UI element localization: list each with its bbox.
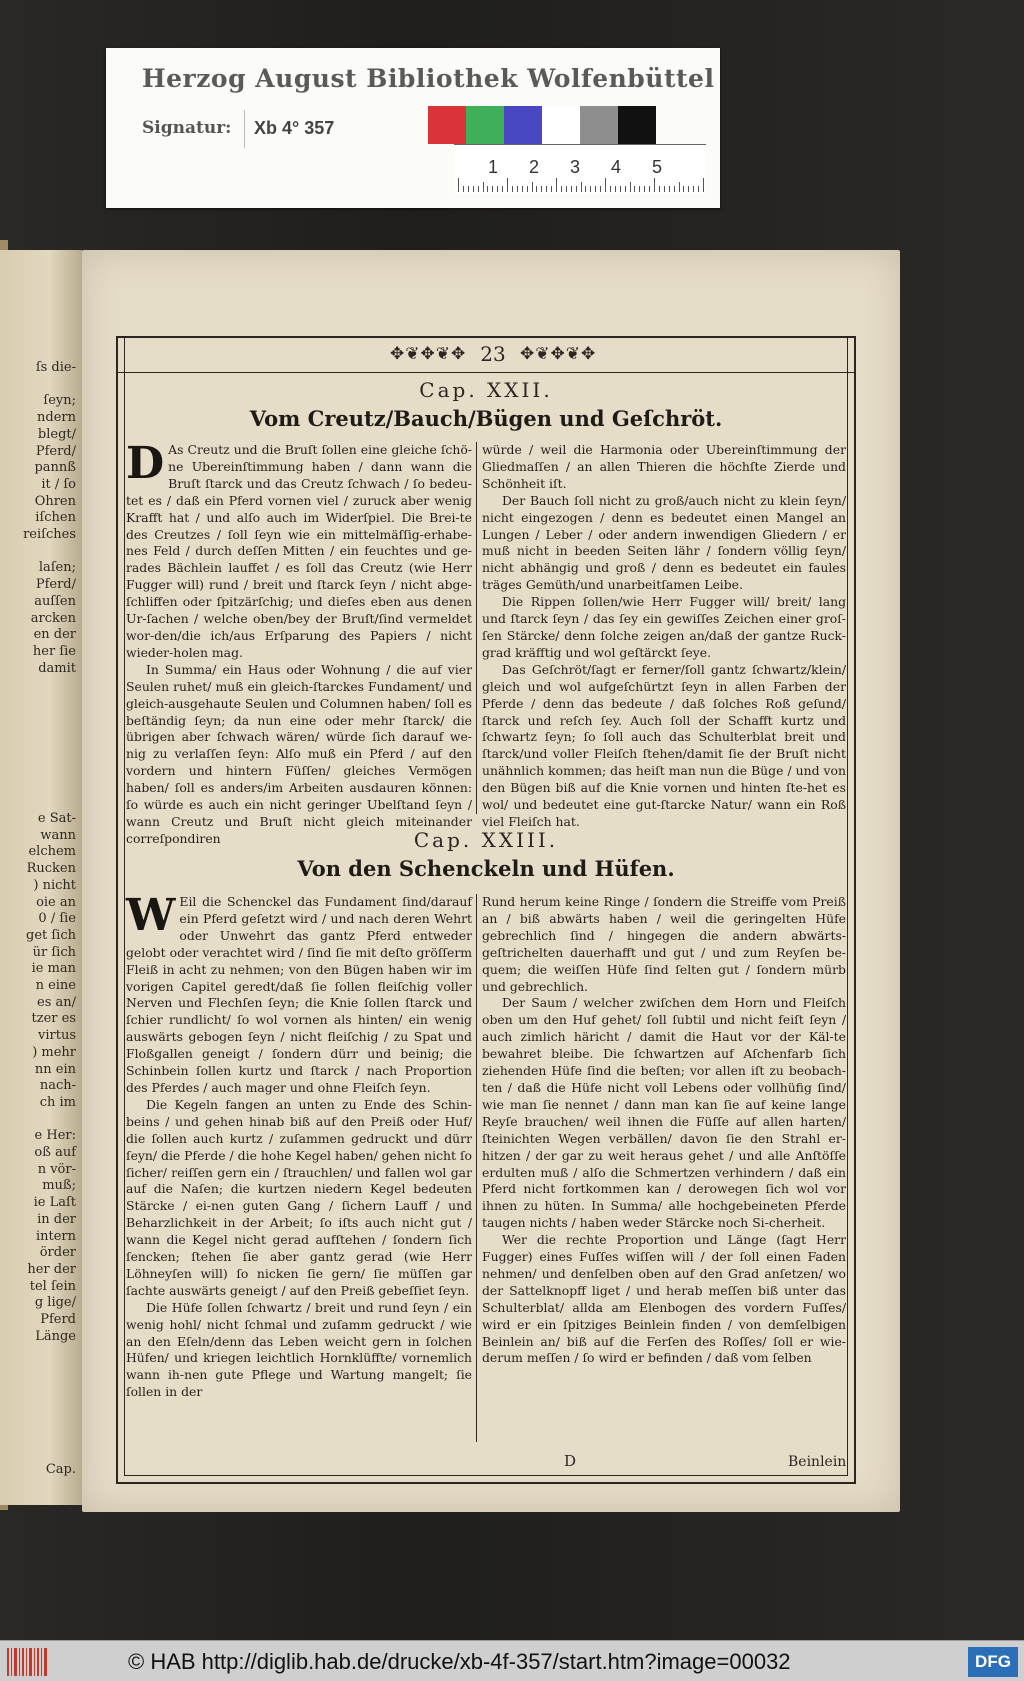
left-page-line: örder bbox=[39, 1245, 76, 1261]
left-page-line: ie Laſt bbox=[33, 1195, 76, 1211]
left-page-line bbox=[0, 677, 76, 694]
left-page-line: 0 / ſie bbox=[38, 911, 76, 927]
left-page-line bbox=[0, 694, 76, 711]
left-page-line: laſen; bbox=[38, 560, 76, 576]
left-page-line bbox=[0, 711, 76, 728]
color-swatch bbox=[504, 106, 542, 144]
chapter-22-left-para-2: In Summa/ ein Haus oder Wohnung / die auf vier Seulen ruhet/ muß ein gleich-ſtarckes Fundament/ und gleich-ausgehaute Seulen und Columnen haben/ ſoll es beſtändig ſeyn; da nun eine oder mehr ſtarck/ die übrigen aber ſchwach wären/ würde ſich darauf we-nig zu verlaſſen ſeyn: Alſo muß ein Pferd / auf den vordern und hintern Füſſen/ gleiches Vermögen haben/ ſoll es anders/im Arbeiten ausdauren können: ſo würde es auch ein nicht geringer Ubelſtand ſeyn / wann Creutz und Bruſt nicht gleich miteinander correſpondiren bbox=[126, 661, 472, 846]
left-page-line bbox=[0, 778, 76, 795]
left-page-line: n vör- bbox=[37, 1161, 76, 1177]
drop-cap: W bbox=[126, 890, 176, 941]
ruler-number: 3 bbox=[570, 157, 581, 177]
left-page-line: Pferd bbox=[40, 1312, 76, 1328]
left-page-line: arcken bbox=[30, 610, 76, 626]
left-page-line: intern bbox=[35, 1228, 76, 1244]
chapter-22-right-column bbox=[482, 442, 846, 829]
chapter-22-right-para-1: würde / weil die Harmonia oder Ubereinſtimmung der Gliedmaſſen / an allen Thieren die höchſte Zierde und Schönheit iſt. bbox=[482, 442, 846, 491]
ruler-number: 2 bbox=[529, 157, 540, 177]
left-page-line: ) mehr bbox=[32, 1044, 76, 1060]
left-page-line bbox=[0, 1412, 76, 1429]
ruler-number: 4 bbox=[611, 157, 622, 177]
catchword: Beinlein bbox=[788, 1454, 847, 1470]
page-number: 23 bbox=[480, 342, 506, 366]
left-page-line: pannß bbox=[34, 460, 76, 476]
book-page bbox=[82, 250, 900, 1512]
left-page-line: n eine bbox=[35, 978, 76, 994]
left-page-line: ) nicht bbox=[33, 877, 76, 893]
color-swatch bbox=[466, 106, 504, 144]
left-page-line bbox=[0, 744, 76, 761]
left-page-line: e Her: bbox=[34, 1128, 76, 1144]
left-page-line: auſſen bbox=[34, 593, 76, 609]
left-page-line: tzer es bbox=[31, 1011, 76, 1027]
chapter-23-title: Von den Schenckeln und Hüfen. bbox=[297, 856, 675, 881]
left-page-line: Ohren bbox=[34, 493, 76, 509]
chapter-22-left-column bbox=[126, 438, 472, 846]
left-page-line bbox=[0, 1429, 76, 1446]
left-page-line: get ſich bbox=[26, 927, 76, 943]
left-page-line: ſs die- bbox=[35, 360, 76, 375]
left-page-text bbox=[0, 360, 76, 1479]
left-page-line: Pferd/ bbox=[35, 577, 76, 593]
left-page-line: damit bbox=[38, 660, 76, 676]
left-page-line: wann bbox=[40, 827, 76, 843]
left-page-line: en der bbox=[33, 627, 76, 643]
signature-value: Xb 4° 357 bbox=[254, 118, 335, 138]
chapter-23-left-para-1: W Eil die Schenckel das Fundament ſind/darauf ein Pferd geſetzt wird / und nach deren Wehrt oder Unwehrt das gantz Pferd entweder gelobt oder verachtet wird / ſind ſie mit deſto gröſſerm Fleiß in acht zu nehmen; von den Bügen haben wir im vorigen Capitel geredt/daß ſie ſollen fleiſchig voller Nerven und Flechſen ſeyn; die Knie ſollen ſtarck und ſchier rundlicht/ ſo wol vornen als hinten/ ein wenig auswärts gebogen ſeyn / nicht fleiſchig / zu Spat und Floßgallen geneigt / ſondern dürr und beinig; die Schinbein ſollen kurtz und ſtarck / nach Proportion des Pferdes / auch mager und ohne Fleiſch ſeyn. bbox=[126, 890, 472, 1095]
footer-bar bbox=[0, 1640, 1024, 1681]
scale-ruler bbox=[454, 144, 706, 194]
left-page-line: virtus bbox=[38, 1028, 76, 1044]
left-page-line: Rucken bbox=[26, 861, 76, 877]
chapter-22-right-para-3: Die Rippen ſollen/wie Herr Fugger will/ breit/ lang und ſtarck ſeyn / das ſey ein gewiſſes Zeichen einer groſ-ſen Stärcke/ denn ſolche zeigen an/daß der gantze Ruck-grad kräfftig und wol geſtärckt ſeye. bbox=[482, 594, 846, 660]
left-page-line: ie man bbox=[31, 961, 76, 977]
left-page-line bbox=[0, 727, 76, 744]
copyright-url[interactable]: © HAB http://diglib.hab.de/drucke/xb-4f-357/start.htm?image=00032 bbox=[128, 1649, 791, 1674]
left-page-line bbox=[0, 794, 76, 811]
chapter-23-right-para-2: Der Saum / welcher zwiſchen dem Horn und Fleiſch oben um den Huf gehet/ ſoll ſubtil und nicht feiſt ſeyn / auch zimlich häricht / damit die Haut vor der Käl-te bewahret bleibe. Die ſchwartzen auf Aſchenfarb ſich ziehenden Hüfe ſind die beſten; vor allen iſt zu beobach-ten / daß die Hüfe nicht voll Lebens oder vollhüfig ſind/ wie man ſie nennet / dann man kan ſie auf keine lange Reyſe brauchen/ weil ihnen die Füſſe auf allen harten/ ſteinichten Wegen verbällen/ davon ſie den Strahl er-hitzen / der gar zu weit heraus gehet / und alle Anſtöſſe erdulten muß / alſo die Schmertzen verhindern / daß ein Pferd nicht fortkommen kan / derowegen ſich wol vor ihnen zu hüten. In Summa/ alle hochgebeineten Pferde taugen nichts / haben weder Stärcke noch Si-cherheit. bbox=[482, 995, 846, 1231]
left-page-line: es an/ bbox=[37, 994, 76, 1010]
left-page-line: Cap. bbox=[45, 1462, 76, 1478]
left-page-line: it / ſo bbox=[41, 476, 76, 492]
chapter-22-right-para-2: Der Bauch ſoll nicht zu groß/auch nicht zu klein ſeyn/ nicht eingezogen / denn es bedeutet einen Mangel an Lungen / Leber / oder andern inwendigen Gliedern / er muß nicht in beeden Seiten lähr / ſondern völlig ſeyn/ nicht abhängig und groß / denn es bedeutet ein faules träges Gemüth/und unarbeitſamen Leibe. bbox=[482, 492, 846, 593]
page-frame bbox=[116, 336, 856, 1484]
left-page-line bbox=[0, 544, 76, 561]
left-page-line: ür ſich bbox=[32, 944, 76, 960]
left-page-line bbox=[0, 761, 76, 778]
left-page-line bbox=[0, 1446, 76, 1463]
dfg-logo: DFG bbox=[968, 1647, 1018, 1677]
left-page-line: muß; bbox=[42, 1178, 76, 1194]
column-divider bbox=[476, 442, 477, 814]
chapter-22-right-para-4: Das Geſchröt/ſagt er ferner/ſoll gantz ſchwartz/klein/ gleich und wol aufgeſchürtzt ſeyn in allen Farben der Pferde / denn das bedeute / daß ſolches Roß geſund/ ſtarck und reſch ſey. Auch ſoll der Schafft kurtz und ſchwartz ſeyn; ſo ſoll auch das Schulterblat breit und ſtarck/und voller Fleiſch ſtehen/damit ſie der Bruſt nicht unähnlich kommen; das heiſt man nun die Büge / und von den Bügen biß auf die Knie vornen und hinten ſte-het es wol/ und bedeutet eine gut-ſtarcke Natur/ wann ein Roß viel Fleiſch hat. bbox=[482, 661, 846, 829]
library-label-card bbox=[106, 48, 720, 208]
left-page-line: oie an bbox=[36, 894, 76, 910]
chapter-23-right-para-3: Wer die rechte Proportion und Länge (ſagt Herr Fugger) eines Fuſſes wiſſen will / der ſoll einen Faden nehmen/ und denſelben oben auf den Grad anſetzen/ wo der Sattelknopff liget / und herab meſſen biß unter das Schulterblat/ allda am Elenbogen des vordern Fuſſes/ wird er ein ſpitziges Beinlein finden / von demſelbigen Beinlein an/ biß auf die Ferſen des Roſſes/ ſoll er wie-derum meſſen / ſo wird er befinden / daß vom ſelben bbox=[482, 1232, 846, 1366]
left-page-line bbox=[0, 1362, 76, 1379]
chapter-22-title: Vom Creutz/Bauch/Bügen und Geſchröt. bbox=[249, 406, 723, 431]
chapter-23-number: Cap. XXIII. bbox=[413, 828, 559, 852]
chapter-22-number: Cap. XXII. bbox=[419, 378, 553, 402]
column-divider bbox=[476, 894, 477, 1442]
chapter-23-right-para-1: Rund herum keine Ringe / ſondern die Streiffe vom Preiß an / biß abwärts haben / weil die geringelten Hüfe gebrechlich ſind / hingegen die andern abwärts-geſtrichelten dauerhafft und gut / und zum Reyſen be-quem; die weiſſen Hüfe ſind ſelten gut / ſondern mürb und gebrechlich. bbox=[482, 894, 846, 994]
signature-mark: D bbox=[564, 1452, 577, 1470]
left-page-line bbox=[0, 1379, 76, 1396]
ruler-number: 1 bbox=[488, 157, 499, 177]
chapter-23-right-column bbox=[482, 894, 846, 1454]
chapter-22-left-para-1: D As Creutz und die Bruſt ſollen eine gleiche ſchö-ne Ubereinſtimmung haben / dann wann die Bruſt ſtarck und das Creutz ſchwach / ſo bedeu-tet es / daß ein Pferd vornen viel / zuruck aber wenig Krafft hat / und alſo auch im Widerſpiel. Die Brei-te des Creutzes / ſoll ſeyn wie ein mittelmäſſig-erhabe-nes Feld / durch deſſen Mitten / ein feuchtes und ge-rades Bächlein lauffet / es ſoll das Creutz (wie Herr Fugger will) rund / breit und ſtarck ſeyn / nicht abge-ſchliffen oder ſpitzärſchig; und dieſes eben aus denen Ur-ſachen / welche oben/bey der Bruſt/ſind vermeldet wor-den/die ich/aus Erſparung des Papiers / nicht wieder-holen mag. bbox=[126, 438, 472, 660]
left-page-line: Pferd/ bbox=[35, 443, 76, 459]
left-page-line: nn ein bbox=[34, 1061, 76, 1077]
left-page-line: tel ſein bbox=[29, 1278, 76, 1294]
left-page-line: iſchen bbox=[35, 510, 76, 526]
signature-label: Signatur: bbox=[142, 118, 232, 138]
left-page-line: ſeyn; bbox=[43, 393, 76, 409]
color-swatch bbox=[580, 106, 618, 144]
left-page-line: reiſches bbox=[23, 527, 76, 543]
left-page-fragment bbox=[0, 250, 82, 1505]
left-page-line: g lige/ bbox=[34, 1295, 76, 1311]
left-page-line: ch im bbox=[39, 1094, 76, 1110]
chapter-23-left-para-3: Die Hüfe ſollen ſchwartz / breit und rund ſeyn / ein wenig hohl/ nicht ſchmal und zuſamm gedruckt / wie an den Eſeln/denn das Leben weicht gern in ſolchen Hüfen/ und kriegen leichtlich Hornklüffte/ vornemlich wann ih-nen gute Pflege und Wartung mangelt; ſie ſollen in der bbox=[126, 1299, 472, 1400]
color-swatch bbox=[542, 106, 580, 144]
color-swatch bbox=[428, 106, 466, 144]
left-page-line: ndern bbox=[37, 410, 76, 426]
left-page-line: nach- bbox=[39, 1078, 76, 1094]
chapter-23-left-column bbox=[126, 890, 472, 1454]
library-name: Herzog August Bibliothek Wolfenbüttel bbox=[142, 64, 715, 93]
ornament-right: ✥❦✥❦✥ bbox=[520, 344, 597, 364]
color-swatch bbox=[618, 106, 656, 144]
left-page-line: blegt/ bbox=[37, 426, 76, 442]
left-page-line bbox=[0, 1396, 76, 1413]
ornament-left: ✥❦✥❦✥ bbox=[390, 344, 467, 364]
left-page-line bbox=[0, 1345, 76, 1362]
left-page-line: her ſie bbox=[32, 643, 76, 659]
ruler-number: 5 bbox=[652, 157, 663, 177]
barcode-icon bbox=[6, 1648, 48, 1676]
left-page-line: e Sat- bbox=[37, 810, 76, 826]
left-page-line bbox=[0, 1112, 76, 1129]
left-page-line: her der bbox=[27, 1261, 76, 1277]
chapter-23-left-para-2: Die Kegeln fangen an unten zu Ende des Schin-beins / und gehen hinab biß auf den Preiß oder Huf/ die ſollen auch kurtz / zuſammen gedruckt und dürr ſeyn/ die Pferde / die hohe Kegel haben/ gehen nicht ſo ſicher/ reiſſen gern ein / ſtrauchlen/ und fallen wol gar auf die Naſen; die kurtzen niedern Kegel bedeuten Stärcke / ei-nen guten Gang / ſichern Lauff / und Beharzlichkeit in der Arbeit; ſo iſts auch nicht gut / wann die Kegel nicht gerad aufſtehen / ſondern ſich ſencken; ſtehen ſie aber gantz gerad (wie Herr Löhneyſen will) ſo nicken ſie gern/ ſie müſſen gar ſachte auswärts geneigt / auf den Preiß gebeſſiet ſeyn. bbox=[126, 1096, 472, 1298]
left-page-line bbox=[0, 377, 76, 394]
left-page-line: in der bbox=[37, 1211, 76, 1227]
left-page-line: elchem bbox=[28, 844, 76, 860]
drop-cap: D bbox=[126, 438, 165, 489]
left-page-line: oß auf bbox=[34, 1145, 76, 1161]
left-page-line: Länge bbox=[35, 1328, 76, 1344]
